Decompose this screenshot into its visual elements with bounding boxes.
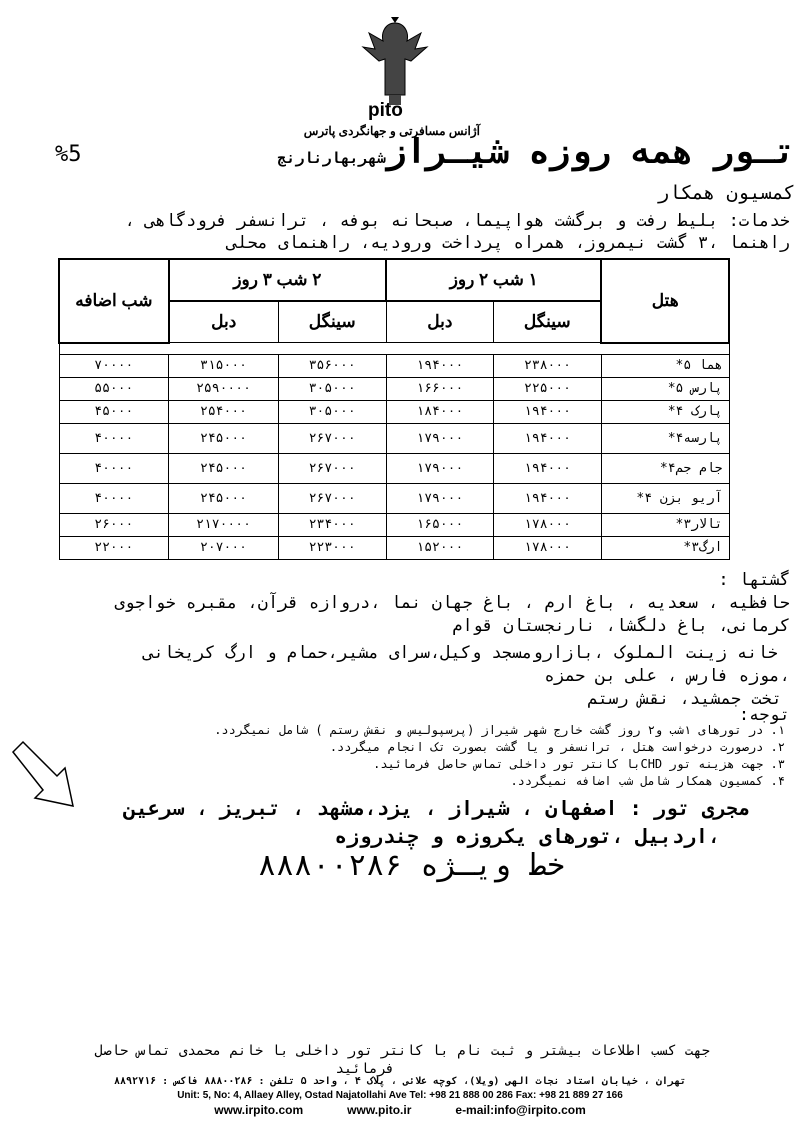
note-item: ۳. جهت هزینه تور CHDبا کانتر تور داخلی تماس حاصل فرمائید. <box>373 757 785 771</box>
website-link[interactable]: www.pito.ir <box>347 1103 412 1117</box>
hotel-name-cell: پارک ۴* <box>601 400 729 423</box>
price-double-1n: ۱۷۹۰۰۰ <box>386 453 494 483</box>
header-package-1: ۱ شب ۲ روز <box>386 259 601 301</box>
logo-text: pito <box>368 100 403 121</box>
hotel-name-cell: آریو بزن ۴* <box>601 483 729 513</box>
departures-text <box>55 794 750 850</box>
price-single-2n: ۲۳۴۰۰۰ <box>278 513 386 536</box>
price-extra-night: ۴۰۰۰۰ <box>59 453 169 483</box>
header-single: سینگل <box>278 301 386 343</box>
contact-text <box>20 1042 710 1078</box>
discount-badge: %5 <box>55 142 82 167</box>
price-double-2n: ۲۴۵۰۰۰ <box>169 453 279 483</box>
price-double-2n: ۲۴۵۰۰۰ <box>169 423 279 453</box>
price-extra-night: ۴۰۰۰۰ <box>59 483 169 513</box>
price-double-2n: ۲۱۷۰۰۰۰ <box>169 513 279 536</box>
header-hotel: هتل <box>601 259 729 343</box>
note-item: ۱. در تورهای ۱شب و۲ روز گشت خارج شهر شیراز (پرسپولیس و نقش رستم ) شامل نمیگردد. <box>214 723 785 737</box>
website-link[interactable]: www.irpito.com <box>214 1103 304 1117</box>
price-single-2n: ۳۵۶۰۰۰ <box>278 354 386 377</box>
hotel-name-cell: پارس ۵* <box>601 377 729 400</box>
departures-line: مجری تور : اصفهان ، شیراز ، یزد،مشهد ، تبریز ، سرعین <box>123 796 750 820</box>
price-double-1n: ۱۵۲۰۰۰ <box>386 536 494 559</box>
pito-logo <box>355 15 435 110</box>
price-double-2n: ۲۵۴۰۰۰ <box>169 400 279 423</box>
price-single-1n: ۱۹۴۰۰۰ <box>494 400 602 423</box>
price-single-1n: ۱۹۴۰۰۰ <box>494 453 602 483</box>
tours-heading: گشتها : <box>718 570 790 590</box>
price-extra-night: ۲۶۰۰۰ <box>59 513 169 536</box>
header-double: دبل <box>169 301 279 343</box>
agency-name: آژانس مسافرتی و جهانگردی پاترس <box>303 124 480 138</box>
tours-line: خانه زینت الملوک ،بازارومسجد وکیل،سرای مشیر،حمام و ارگ کریخانی <box>143 643 778 663</box>
hotel-name-cell: ارگ۳* <box>601 536 729 559</box>
price-double-1n: ۱۸۴۰۰۰ <box>386 400 494 423</box>
table-row <box>59 453 729 483</box>
note-item: ۴. کمسیون همکار شامل شب اضافه نمیگردد. <box>510 774 785 788</box>
price-double-1n: ۱۷۹۰۰۰ <box>386 423 494 453</box>
header-extra-night: شب اضافه <box>59 259 169 343</box>
table-row <box>59 354 729 377</box>
hotel-name-cell: جام جم۴* <box>601 453 729 483</box>
table-row <box>59 536 729 559</box>
price-extra-night: ۴۰۰۰۰ <box>59 423 169 453</box>
price-single-1n: ۲۲۵۰۰۰ <box>494 377 602 400</box>
price-single-2n: ۳۰۵۰۰۰ <box>278 400 386 423</box>
services-line: خدمات: بلیط رفت و برگشت هواپیما، صبحانه بوفه ، ترانسفر فرودگاهی ، <box>124 211 790 231</box>
price-extra-night: ۵۵۰۰۰ <box>59 377 169 400</box>
departures-line: ،اردبیل ،تورهای یکروزه و چندروزه <box>334 824 720 848</box>
tours-line: تخت جمشید، نقش رستم <box>587 689 782 709</box>
price-double-2n: ۲۵۹۰۰۰۰ <box>169 377 279 400</box>
note-item: ۲. درصورت درخواست هتل ، ترانسفر و یا گشت بصورت تک انجام میگردد. <box>329 740 785 754</box>
table-row <box>59 377 729 400</box>
price-extra-night: ۲۲۰۰۰ <box>59 536 169 559</box>
price-single-2n: ۲۶۷۰۰۰ <box>278 423 386 453</box>
tours-line: ،موزه فارس ، علی بن حمزه <box>544 666 790 686</box>
hotline: خط ویـژه ۸۸۸۰۰۲۸۶ <box>257 848 565 883</box>
header-package-2: ۲ شب ۳ روز <box>169 259 386 301</box>
contact-line: فرمائید <box>335 1061 395 1077</box>
price-double-1n: ۱۷۹۰۰۰ <box>386 483 494 513</box>
tours-line: حافظیه ، سعدیه ، باغ ارم ، باغ جهان نما ،دروازه قرآن، مقبره خواجوی <box>114 593 790 613</box>
table-row <box>59 483 729 513</box>
header-double: دبل <box>386 301 494 343</box>
email-link[interactable]: e-mail:info@irpito.com <box>455 1103 586 1117</box>
price-single-2n: ۲۶۷۰۰۰ <box>278 453 386 483</box>
web-links <box>60 1103 740 1117</box>
tours-list <box>15 592 790 711</box>
header-single: سینگل <box>494 301 602 343</box>
notes-list <box>60 722 785 790</box>
contact-line: جهت کسب اطلاعات بیشتر و ثبت نام با کانتر تور داخلی با خانم محمدی تماس حاصل <box>94 1043 710 1059</box>
table-row <box>59 513 729 536</box>
title-text: تـور همه روزه شیـراز <box>385 132 795 172</box>
price-extra-night: ۷۰۰۰۰ <box>59 354 169 377</box>
services-line: راهنما ،۳ گشت نیمروز، همراه پرداخت ورودیه، راهنمای محلی <box>227 233 790 253</box>
services-text <box>10 210 790 254</box>
price-double-2n: ۳۱۵۰۰۰ <box>169 354 279 377</box>
price-double-1n: ۱۹۴۰۰۰ <box>386 354 494 377</box>
address-english: Unit: 5, No: 4, Allaey Alley, Ostad Najatollahi Ave Tel: +98 21 888 00 286 Fax: +98 21 889 27 166 <box>177 1090 623 1101</box>
price-single-1n: ۱۷۸۰۰۰ <box>494 513 602 536</box>
hotel-name-cell: پارسه۴* <box>601 423 729 453</box>
price-double-1n: ۱۶۵۰۰۰ <box>386 513 494 536</box>
table-row <box>59 400 729 423</box>
notes-heading: توجه: <box>738 705 790 725</box>
price-single-1n: ۱۹۴۰۰۰ <box>494 483 602 513</box>
price-double-1n: ۱۶۶۰۰۰ <box>386 377 494 400</box>
commission-heading: کمسیون همکار <box>657 182 795 204</box>
price-single-2n: ۳۰۵۰۰۰ <box>278 377 386 400</box>
table-row <box>59 343 729 355</box>
hotel-reference: شهربهارنارنج <box>277 149 386 167</box>
price-single-2n: ۲۲۳۰۰۰ <box>278 536 386 559</box>
hotel-name-cell: هما ۵* <box>601 354 729 377</box>
price-single-1n: ۱۹۴۰۰۰ <box>494 423 602 453</box>
price-single-2n: ۲۶۷۰۰۰ <box>278 483 386 513</box>
price-single-1n: ۲۳۸۰۰۰ <box>494 354 602 377</box>
table-row <box>59 423 729 453</box>
price-extra-night: ۴۵۰۰۰ <box>59 400 169 423</box>
price-double-2n: ۲۴۵۰۰۰ <box>169 483 279 513</box>
price-single-1n: ۱۷۸۰۰۰ <box>494 536 602 559</box>
hotel-name-cell: تالار۳* <box>601 513 729 536</box>
address-persian: تهران ، خیابان استاد نجات الهی (ویلا)، کوچه علائی ، پلاک ۴ ، واحد ۵ تلفن : ۸۸۸۰۰۲۸۶ فاکس : ۸۸۹۲۷۱۶ <box>113 1076 686 1087</box>
price-double-2n: ۲۰۷۰۰۰ <box>169 536 279 559</box>
price-table <box>58 258 730 560</box>
tours-line: کرمانی، باغ دلگشا، نارنجستان قوام <box>452 616 790 636</box>
